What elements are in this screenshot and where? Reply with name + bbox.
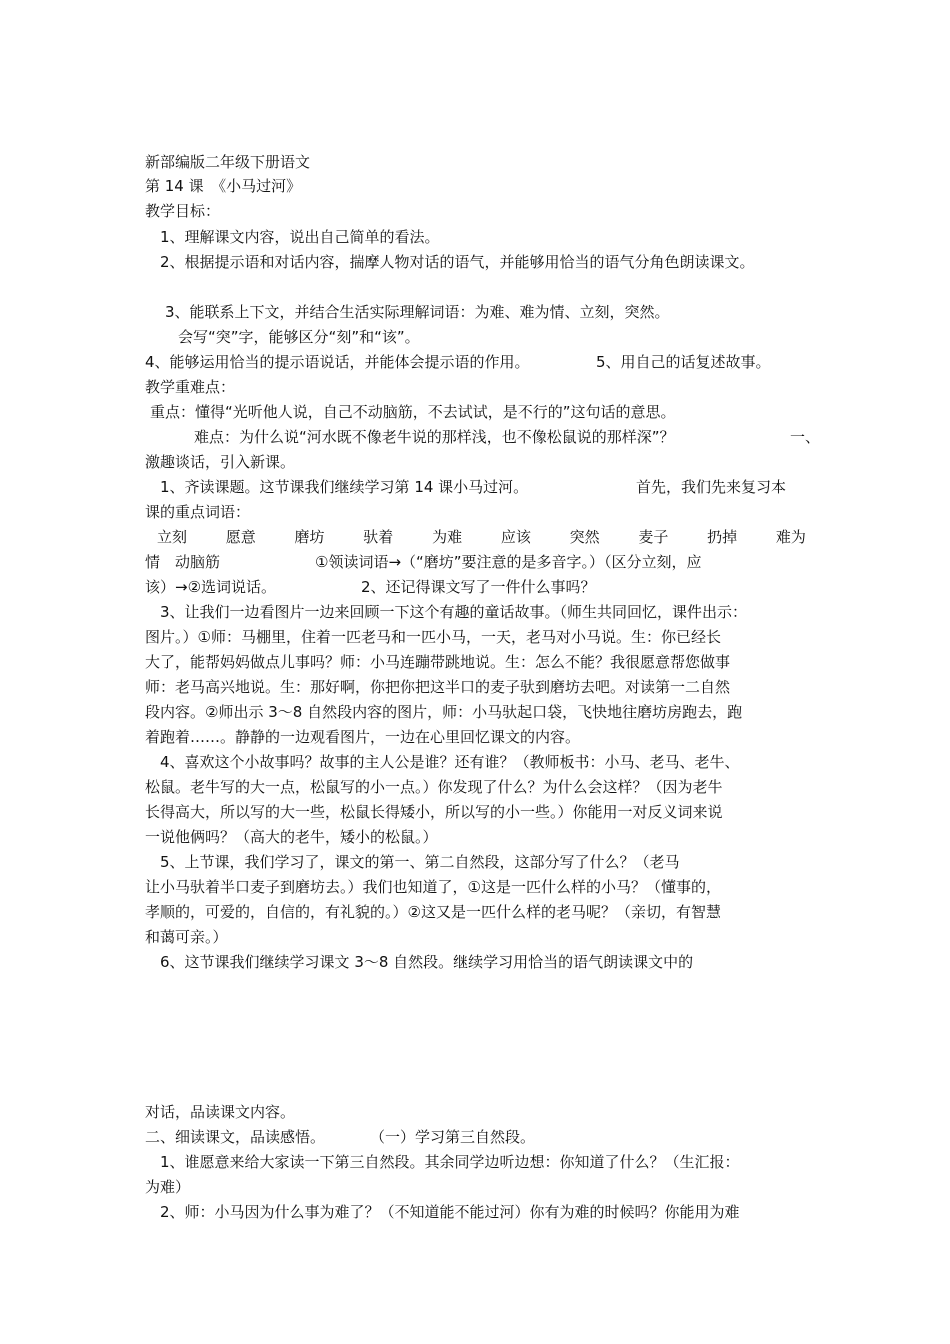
vocab-2-a: 情 动脑筋 bbox=[145, 553, 221, 571]
vocab-word-row bbox=[157, 525, 806, 549]
vocab-word: 愿意 bbox=[225, 528, 256, 546]
section-1-number: 一、 bbox=[790, 428, 821, 446]
para-4-text: 长得高大，所以写的大一些，松鼠长得矮小，所以写的小一些。）你能用一对反义词来说 bbox=[145, 803, 723, 821]
para-4-text: 一说他俩吗？（高大的老牛，矮小的松鼠。） bbox=[145, 828, 438, 846]
question-1-text: 1、谁愿意来给大家读一下第三自然段。其余同学边听边想：你知道了什么？（生汇报： bbox=[160, 1153, 740, 1171]
para-3-text: 师：老马高兴地说。生：那好啊，你把你把这半口的麦子驮到磨坊去吧。对读第一二自然 bbox=[145, 678, 731, 696]
vocab-word: 为难 bbox=[432, 528, 463, 546]
vocab-2-b: ①领读词语→（“磨坊”要注意的是多音字。）（区分立刻，应 bbox=[315, 553, 702, 571]
para-6-text: 对话，品读课文内容。 bbox=[145, 1103, 296, 1121]
key-point: 重点：懂得“光听他人说，自己不动脑筋，不去试试，是不行的”这句话的意思。 bbox=[150, 403, 676, 421]
vocab-word: 扔掉 bbox=[707, 528, 738, 546]
para-3-text: 着跑着……。静静的一边观看图片，一边在心里回忆课文的内容。 bbox=[145, 728, 581, 746]
goal-2: 2、根据提示语和对话内容，揣摩人物对话的语气，并能够用恰当的语气分角色朗读课文。 bbox=[160, 253, 755, 271]
question-2-text: 2、师：小马因为什么事为难了？（不知道能不能过河）你有为难的时候吗？你能用为难 bbox=[160, 1203, 740, 1221]
section-1-heading: 激趣谈话，引入新课。 bbox=[145, 453, 296, 471]
para-5-text: 让小马驮着半口麦子到磨坊去。）我们也知道了，①这是一匹什么样的小马？（懂事的， bbox=[145, 878, 721, 896]
question-1-text: 为难） bbox=[145, 1178, 191, 1196]
vocab-3-b: 2、还记得课文写了一件什么事吗？ bbox=[361, 578, 596, 596]
para-4-text: 4、喜欢这个小故事吗？故事的主人公是谁？还有谁？（教师板书：小马、老马、老牛、 bbox=[160, 753, 740, 771]
vocab-3-a: 该）→②选词说话。 bbox=[145, 578, 277, 596]
para-5-text: 孝顺的，可爱的，自信的，有礼貌的。）②这又是一匹什么样的老马呢？（亲切，有智慧 bbox=[145, 903, 721, 921]
vocab-word: 驮着 bbox=[363, 528, 394, 546]
para-1-c: 课的重点词语： bbox=[145, 503, 251, 521]
vocab-word: 难为 bbox=[775, 528, 806, 546]
lesson-title: 第 14 课 《小马过河》 bbox=[145, 177, 302, 195]
goal-4: 4、能够运用恰当的提示语说话，并能体会提示语的作用。 bbox=[145, 353, 530, 371]
para-5-text: 5、上节课，我们学习了，课文的第一、第二自然段，这部分写了什么？（老马 bbox=[160, 853, 680, 871]
hard-point: 难点：为什么说“河水既不像老牛说的那样浅，也不像松鼠说的那样深”？ bbox=[194, 428, 675, 446]
para-5-text: 和蔼可亲。） bbox=[145, 928, 228, 946]
vocab-word: 突然 bbox=[569, 528, 600, 546]
section-2-sub: （一）学习第三自然段。 bbox=[370, 1128, 536, 1146]
para-1-a: 1、齐读课题。这节课我们继续学习第 14 课小马过河。 bbox=[160, 478, 529, 496]
para-3-text: 大了，能帮妈妈做点儿事吗？师：小马连蹦带跳地说。生：怎么不能？我很愿意帮您做事 bbox=[145, 653, 731, 671]
para-3-text: 图片。）①师：马棚里，住着一匹老马和一匹小马，一天，老马对小马说。生：你已经长 bbox=[145, 628, 721, 646]
para-4-text: 松鼠。老牛写的大一点，松鼠写的小一点。）你发现了什么？为什么会这样？（因为老牛 bbox=[145, 778, 723, 796]
goals-heading: 教学目标： bbox=[145, 202, 221, 220]
section-2-heading: 二、细读课文，品读感悟。 bbox=[145, 1128, 326, 1146]
vocab-word: 磨坊 bbox=[294, 528, 325, 546]
para-3-text: 3、让我们一边看图片一边来回顾一下这个有趣的童话故事。（师生共同回忆，课件出示： bbox=[160, 603, 748, 621]
para-6-text: 6、这节课我们继续学习课文 3～8 自然段。继续学习用恰当的语气朗读课文中的 bbox=[160, 953, 694, 971]
vocab-word: 应该 bbox=[500, 528, 531, 546]
key-heading: 教学重难点： bbox=[145, 378, 236, 396]
doc-title: 新部编版二年级下册语文 bbox=[145, 153, 311, 171]
vocab-word: 立刻 bbox=[157, 528, 188, 546]
goal-3b: 会写“突”字，能够区分“刻”和“该”。 bbox=[178, 328, 420, 346]
para-1-b: 首先，我们先来复习本 bbox=[636, 478, 787, 496]
para-3-text: 段内容。②师出示 3～8 自然段内容的图片，师：小马驮起口袋，飞快地往磨坊房跑去，跑 bbox=[145, 703, 743, 721]
goal-3: 3、能联系上下文，并结合生活实际理解词语：为难、难为情、立刻，突然。 bbox=[165, 303, 670, 321]
vocab-word: 麦子 bbox=[638, 528, 669, 546]
goal-5: 5、用自己的话复述故事。 bbox=[596, 353, 771, 371]
goal-1: 1、理解课文内容，说出自己简单的看法。 bbox=[160, 228, 440, 246]
